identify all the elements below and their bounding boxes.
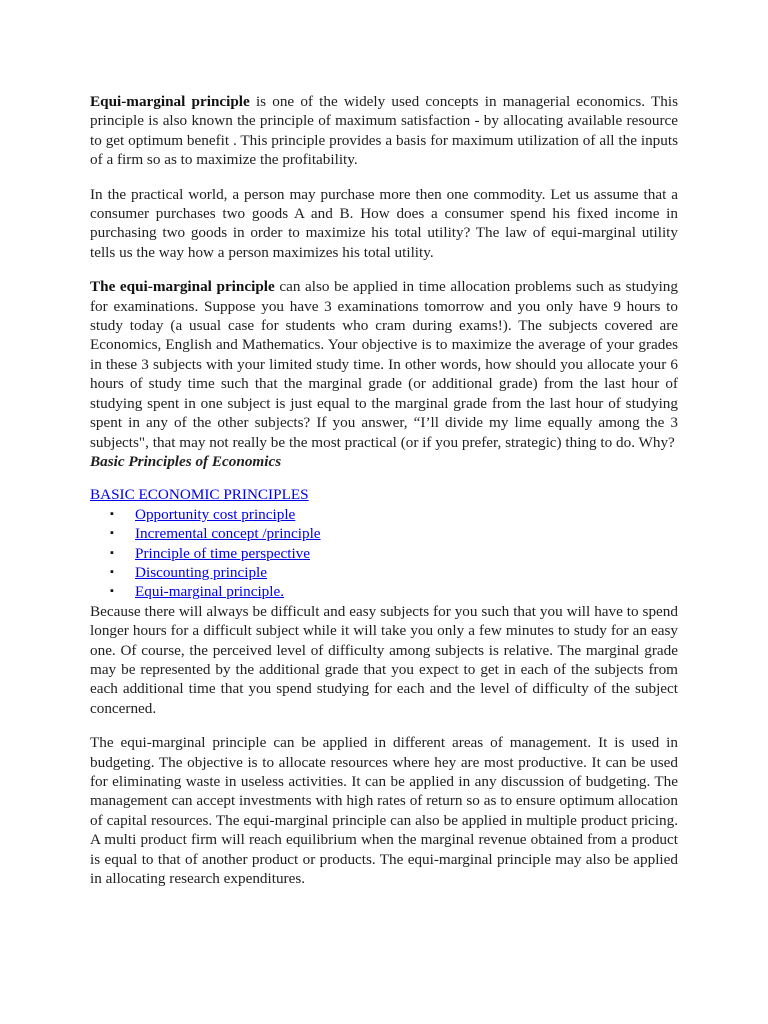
paragraph-practical-world: In the practical world, a person may purchase more then one commodity. Let us assume that a consumer purchases two goods A and B. How does a consumer spend his fixed income in purchasing two goods in order to maximize his total utility? The law of equi-marginal utility tells us the way how a person maximizes his total utility. [90, 185, 678, 261]
list-item [90, 582, 678, 601]
paragraph-management-areas: The equi-marginal principle can be applied in different areas of management. It is used in budgeting. The objective is to allocate resources where hey are most productive. It can be used for eliminating waste in useless activities. It can be applied in any discussion of budgeting. The management can accept investments with high rates of return so as to ensure optimum allocation of capital resources. The equi-marginal principle can also be applied in multiple product pricing. A multi product firm will reach equilibrium when the marginal revenue obtained from a product is equal to that of another product or products. The equi-marginal principle may also be applied in allocating research expenditures. [90, 734, 678, 888]
bullet-icon: ▪ [110, 585, 114, 598]
bullet-icon: ▪ [110, 546, 114, 559]
list-item [90, 505, 678, 524]
principles-link-list [90, 505, 678, 602]
bullet-icon: ▪ [110, 507, 114, 520]
list-item [90, 563, 678, 582]
basic-economic-principles-link[interactable]: BASIC ECONOMIC PRINCIPLES [90, 486, 309, 504]
intro-text: is one of the widely used concepts in managerial economics. This principle is also known the principle of maximum satisfaction - by allocating available resource to get optimum benefit . This principle provides a basis for maximum utilization of all the inputs of a firm so as to maximize the profitability. [90, 93, 678, 169]
bullet-icon: ▪ [110, 565, 114, 578]
subheading-basic-principles: Basic Principles of Economics [90, 452, 282, 470]
intro-bold-term: Equi-marginal principle [90, 93, 250, 110]
list-item [90, 524, 678, 543]
list-item [90, 544, 678, 563]
time-allocation-bold-term: The equi-marginal principle [90, 278, 275, 296]
paragraph-time-allocation [90, 277, 678, 452]
link-time-perspective[interactable]: Principle of time perspective [135, 544, 311, 562]
link-opportunity-cost[interactable]: Opportunity cost principle [135, 505, 296, 523]
bullet-icon: ▪ [110, 527, 114, 540]
time-allocation-text: can also be applied in time allocation problems such as studying for examinations. Suppose you have 3 examinations tomorrow and you only have 9 hours to study today (a usual case for students who cram during exams!). The subjects covered are Economics, English and Mathematics. Your objective is to maximize the average of your grades in these 3 subjects with your limited study time. In other words, how should you allocate your 6 hours of study time such that the marginal grade (or additional grade) from the last hour of studying spent in one subject is just equal to the marginal grade from the last hour of studying spent in any of the other subjects? If you answer, “I’ll divide my lime equally among the 3 subjects", that may not really be the most practical (or if you prefer, strategic) thing to do. Why? [90, 278, 678, 451]
paragraph-difficulty: Because there will always be difficult and easy subjects for you such that you will have to spend longer hours for a difficult subject while it will take you only a few minutes to study for an easy one. Of course, the perceived level of difficulty among subjects is relative. The marginal grade may be represented by the additional grade that you expect to get in each of the subjects from each additional time that you spend studying for each and the level of difficulty of the subject concerned. [90, 602, 678, 717]
link-discounting[interactable]: Discounting principle [135, 563, 268, 581]
document-page [90, 92, 678, 888]
link-incremental-concept[interactable]: Incremental concept /principle [135, 525, 321, 543]
paragraph-intro [90, 92, 678, 170]
link-equi-marginal[interactable]: Equi-marginal principle. [135, 583, 285, 601]
